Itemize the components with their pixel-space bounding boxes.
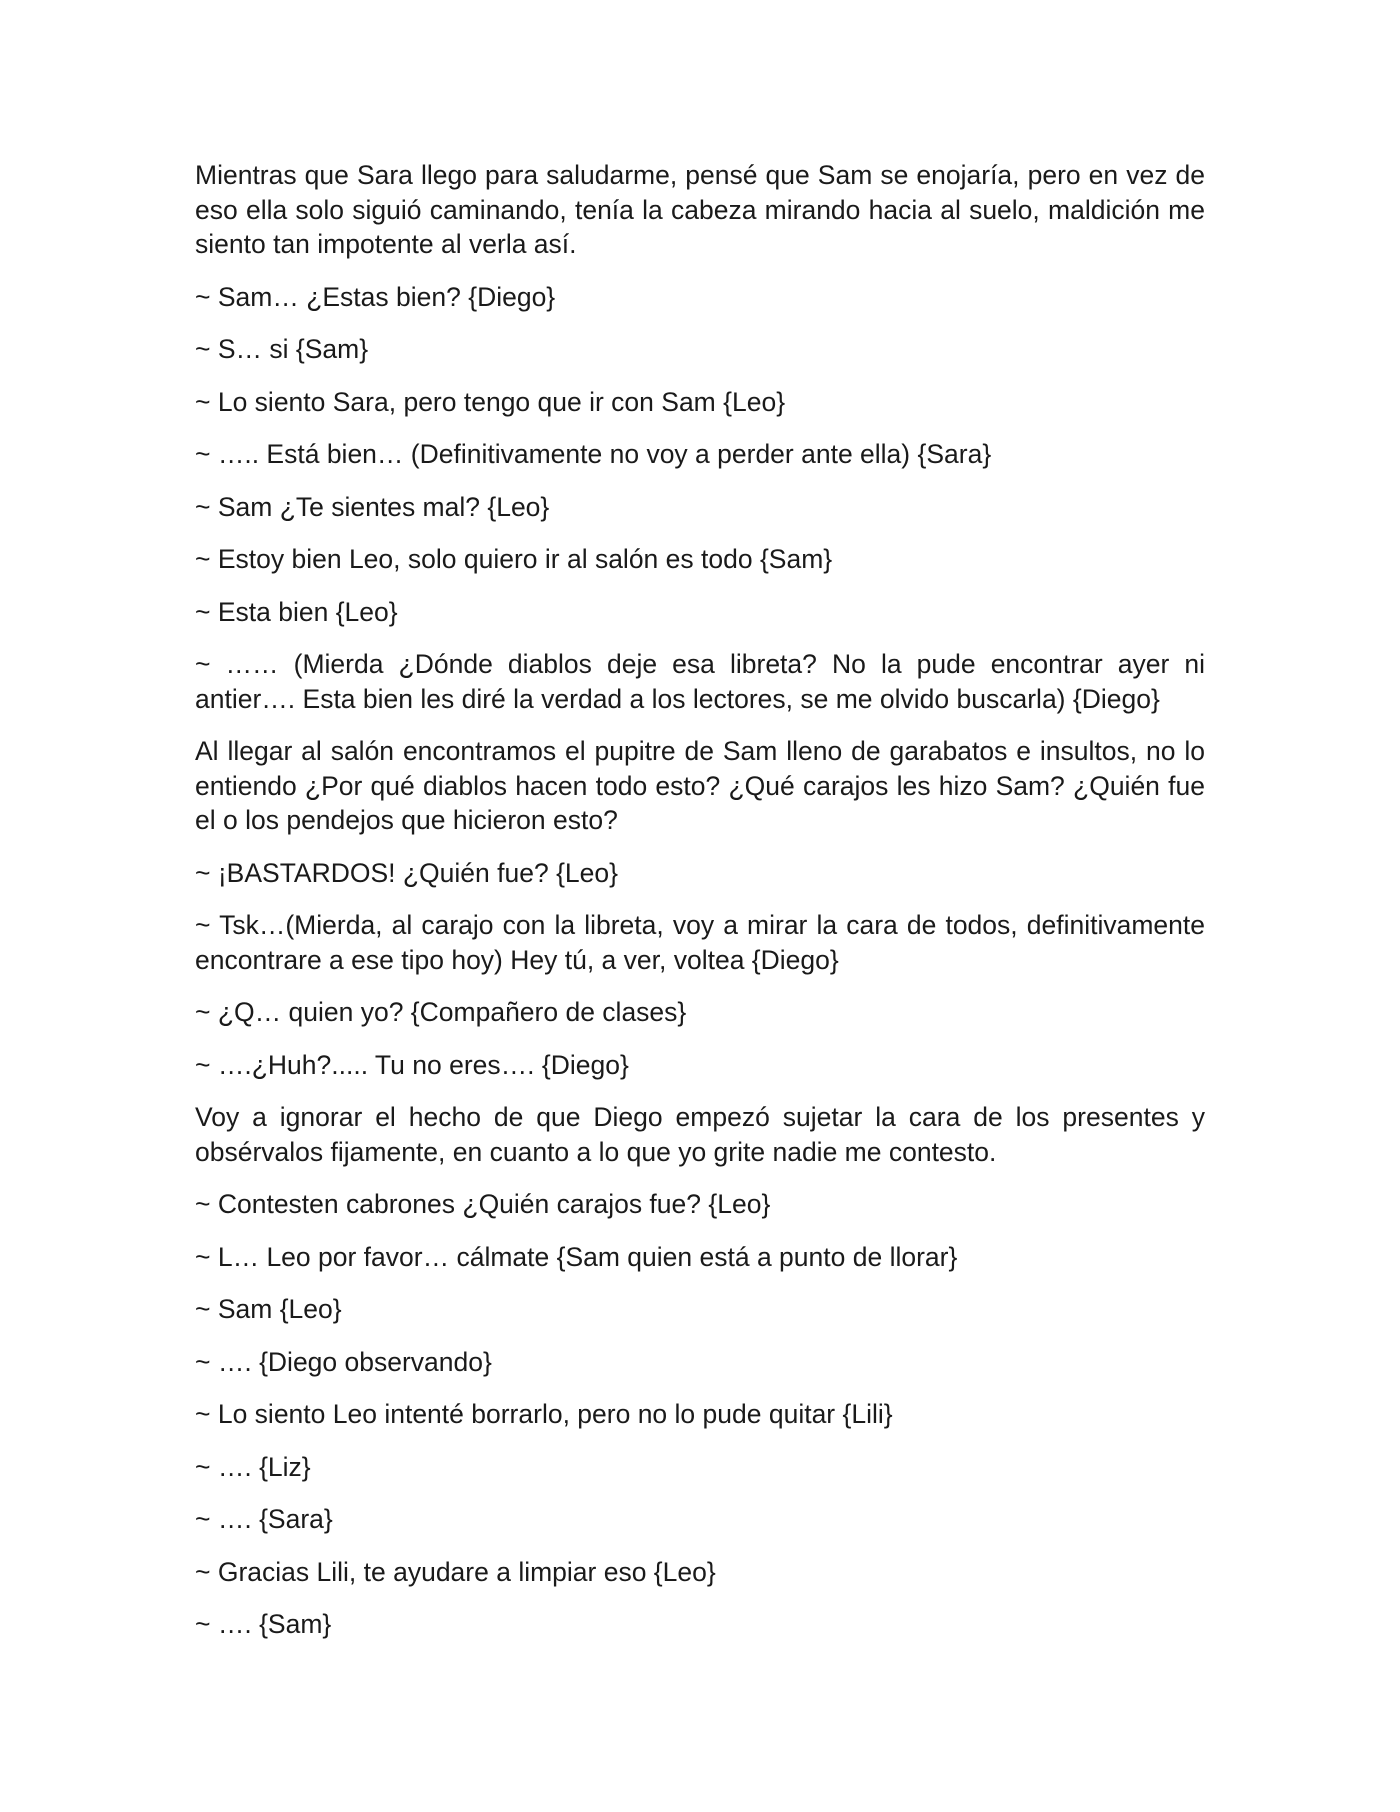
dialogue-line: ~ L… Leo por favor… cálmate {Sam quien está a punto de llorar}	[195, 1241, 958, 1272]
dialogue-paragraph: ~ …… (Mierda ¿Dónde diablos deje esa libreta? No la pude encontrar ayer ni antier…. Esta bien les diré la verdad a los lectores, se me olvido buscarla) {Diego}	[195, 649, 1205, 714]
dialogue-line: ~ Lo siento Sara, pero tengo que ir con Sam {Leo}	[195, 386, 786, 417]
narration-paragraph: Mientras que Sara llego para saludarme, pensé que Sam se enojaría, pero en vez de eso ella solo siguió caminando, tenía la cabeza mirando hacia al suelo, maldición me siento tan impotente al verla así.	[195, 160, 1205, 259]
dialogue-paragraph: ~ Tsk…(Mierda, al carajo con la libreta, voy a mirar la cara de todos, definitivamente encontrare a ese tipo hoy) Hey tú, a ver, voltea {Diego}	[195, 910, 1205, 975]
dialogue-line: ~ …. {Liz}	[195, 1451, 311, 1482]
dialogue-line: ~ Contesten cabrones ¿Quién carajos fue? {Leo}	[195, 1189, 771, 1219]
narration-paragraph: Voy a ignorar el hecho de que Diego empezó sujetar la cara de los presentes y obsérvalos fijamente, en cuanto a lo que yo grite nadie me contesto.	[195, 1102, 1205, 1167]
dialogue-line: ~ Lo siento Leo intenté borrarlo, pero no lo pude quitar {Lili}	[195, 1399, 893, 1429]
dialogue-line: ~ ….¿Huh?..... Tu no eres…. {Diego}	[195, 1049, 629, 1080]
dialogue-line: ~ …. {Sam}	[195, 1609, 332, 1639]
dialogue-line: ~ ….. Está bien… (Definitivamente no voy a perder ante ella) {Sara}	[195, 439, 992, 469]
dialogue-line: ~ Sam {Leo}	[195, 1294, 342, 1324]
narration-paragraph: Al llegar al salón encontramos el pupitre de Sam lleno de garabatos e insultos, no lo entiendo ¿Por qué diablos hacen todo esto? ¿Qué carajos les hizo Sam? ¿Quién fue el o los pendejos que hicieron esto?	[195, 736, 1205, 835]
document-body	[195, 158, 1205, 1660]
dialogue-line: ~ Esta bien {Leo}	[195, 596, 398, 627]
dialogue-line: ~ …. {Diego observando}	[195, 1346, 492, 1377]
dialogue-line: ~ Sam… ¿Estas bien? {Diego}	[195, 281, 556, 312]
dialogue-line: ~ Estoy bien Leo, solo quiero ir al salón es todo {Sam}	[195, 544, 833, 574]
dialogue-line: ~ Gracias Lili, te ayudare a limpiar eso {Leo}	[195, 1556, 716, 1587]
dialogue-line: ~ S… si {Sam}	[195, 334, 369, 364]
dialogue-line: ~ ¿Q… quien yo? {Compañero de clases}	[195, 997, 687, 1027]
dialogue-line: ~ Sam ¿Te sientes mal? {Leo}	[195, 491, 550, 522]
dialogue-line: ~ …. {Sara}	[195, 1504, 333, 1534]
dialogue-line: ~ ¡BASTARDOS! ¿Quién fue? {Leo}	[195, 857, 618, 888]
